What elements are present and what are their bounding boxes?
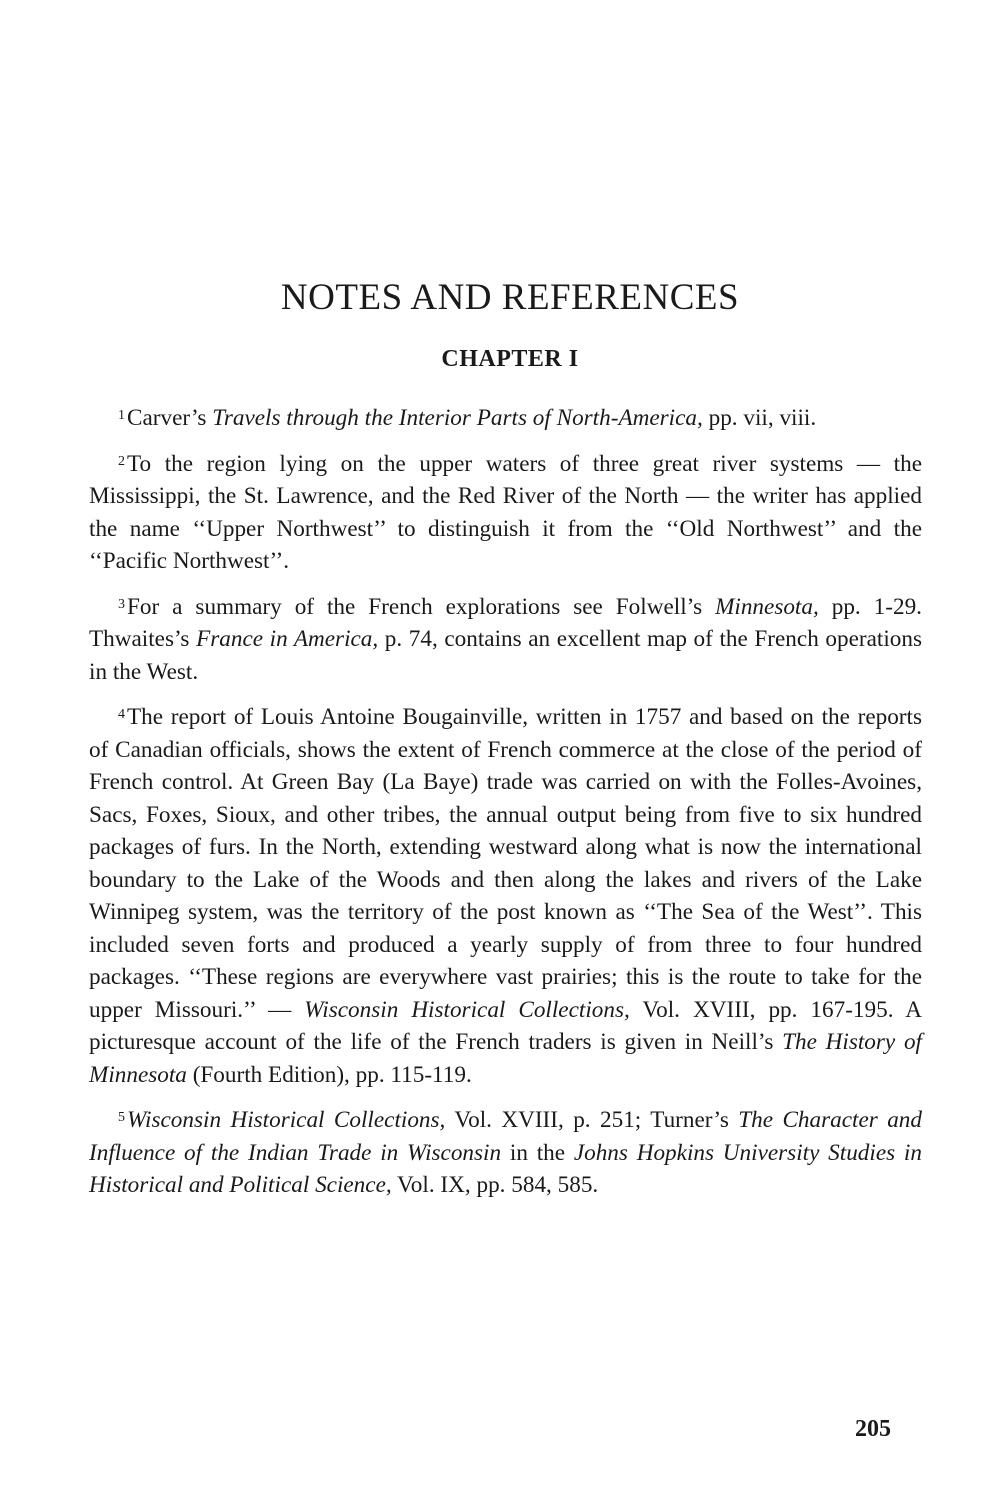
note-citation: Travels through the Interior Parts of North-America, bbox=[212, 405, 703, 431]
note-citation: Wisconsin Historical Collections, bbox=[127, 1107, 446, 1133]
note-text: (Fourth Edition), pp. 115-119. bbox=[186, 1061, 472, 1088]
note-number: 3 bbox=[118, 596, 125, 612]
note-number: 5 bbox=[118, 1110, 125, 1125]
note-text: in the bbox=[501, 1139, 574, 1166]
note-4 bbox=[89, 701, 922, 1091]
note-text: pp. vii, viii. bbox=[702, 405, 817, 431]
note-text: Carver’s bbox=[127, 405, 213, 431]
note-text: Vol. XVIII, p. 251; Turner’s bbox=[445, 1107, 739, 1133]
note-text: pp. 1-29. Thwaites’s bbox=[89, 593, 922, 652]
notes-list bbox=[89, 402, 922, 1215]
page-title: NOTES AND REFERENCES bbox=[280, 277, 740, 318]
note-text: For a summary of the French explorations see Folwell’s bbox=[127, 593, 716, 620]
note-text: Vol. IX, pp. 584, 585. bbox=[391, 1172, 599, 1198]
chapter-heading: CHAPTER I bbox=[441, 346, 579, 372]
note-text: Vol. XVIII, pp. 167-195. A picturesque account of the life of the French traders is given in Neill’s bbox=[89, 996, 922, 1055]
note-text: To the region lying on the upper waters of three great river systems — the Mississippi, the St. Lawrence, and the Red River of the North — the writer has applied the name ‘‘Upper Northwest’’ to distinguish it from the ‘‘Old Northwest’’ and the ‘‘Pacific Northwest’’. bbox=[89, 450, 922, 574]
note-citation: The Character and Influence of the Indian Trade in Wisconsin bbox=[89, 1107, 922, 1166]
note-2 bbox=[89, 448, 922, 578]
note-text: The report of Louis Antoine Bougainville, written in 1757 and based on the reports of Canadian officials, shows the extent of French commerce at the close of the period of French control. At Green Bay (La Baye) trade was carried on with the Folles-Avoines, Sacs, Foxes, Sioux, and other tribes, the annual output being from five to six hundred packages of furs. In the North, extending westward along what is now the international boundary to the Lake of the Woods and then along the lakes and rivers of the Lake Winnipeg system, was the territory of the post known as ‘‘The Sea of the West’’. This included seven forts and produced a yearly supply of from three to four hundred packages. ‘‘These regions are everywhere vast prairies; this is the route to take for the upper Missouri.’’ — bbox=[89, 704, 922, 1023]
note-number: 1 bbox=[118, 408, 125, 423]
note-text: p. 74, contains an excellent map of the French operations in the West. bbox=[89, 626, 922, 685]
note-number: 4 bbox=[118, 707, 125, 722]
note-1 bbox=[89, 402, 922, 435]
note-citation: Johns Hopkins University Studies in Historical and Political Science, bbox=[89, 1139, 922, 1198]
note-5 bbox=[89, 1104, 922, 1202]
note-citation: France in America, bbox=[196, 626, 379, 652]
note-citation: The History of Minnesota bbox=[89, 1029, 922, 1088]
note-number: 2 bbox=[118, 453, 125, 469]
note-citation: Wisconsin Historical Collections, bbox=[304, 996, 630, 1023]
note-3 bbox=[89, 591, 922, 689]
page-number: 205 bbox=[855, 1416, 891, 1442]
note-citation: Minnesota, bbox=[715, 593, 819, 620]
